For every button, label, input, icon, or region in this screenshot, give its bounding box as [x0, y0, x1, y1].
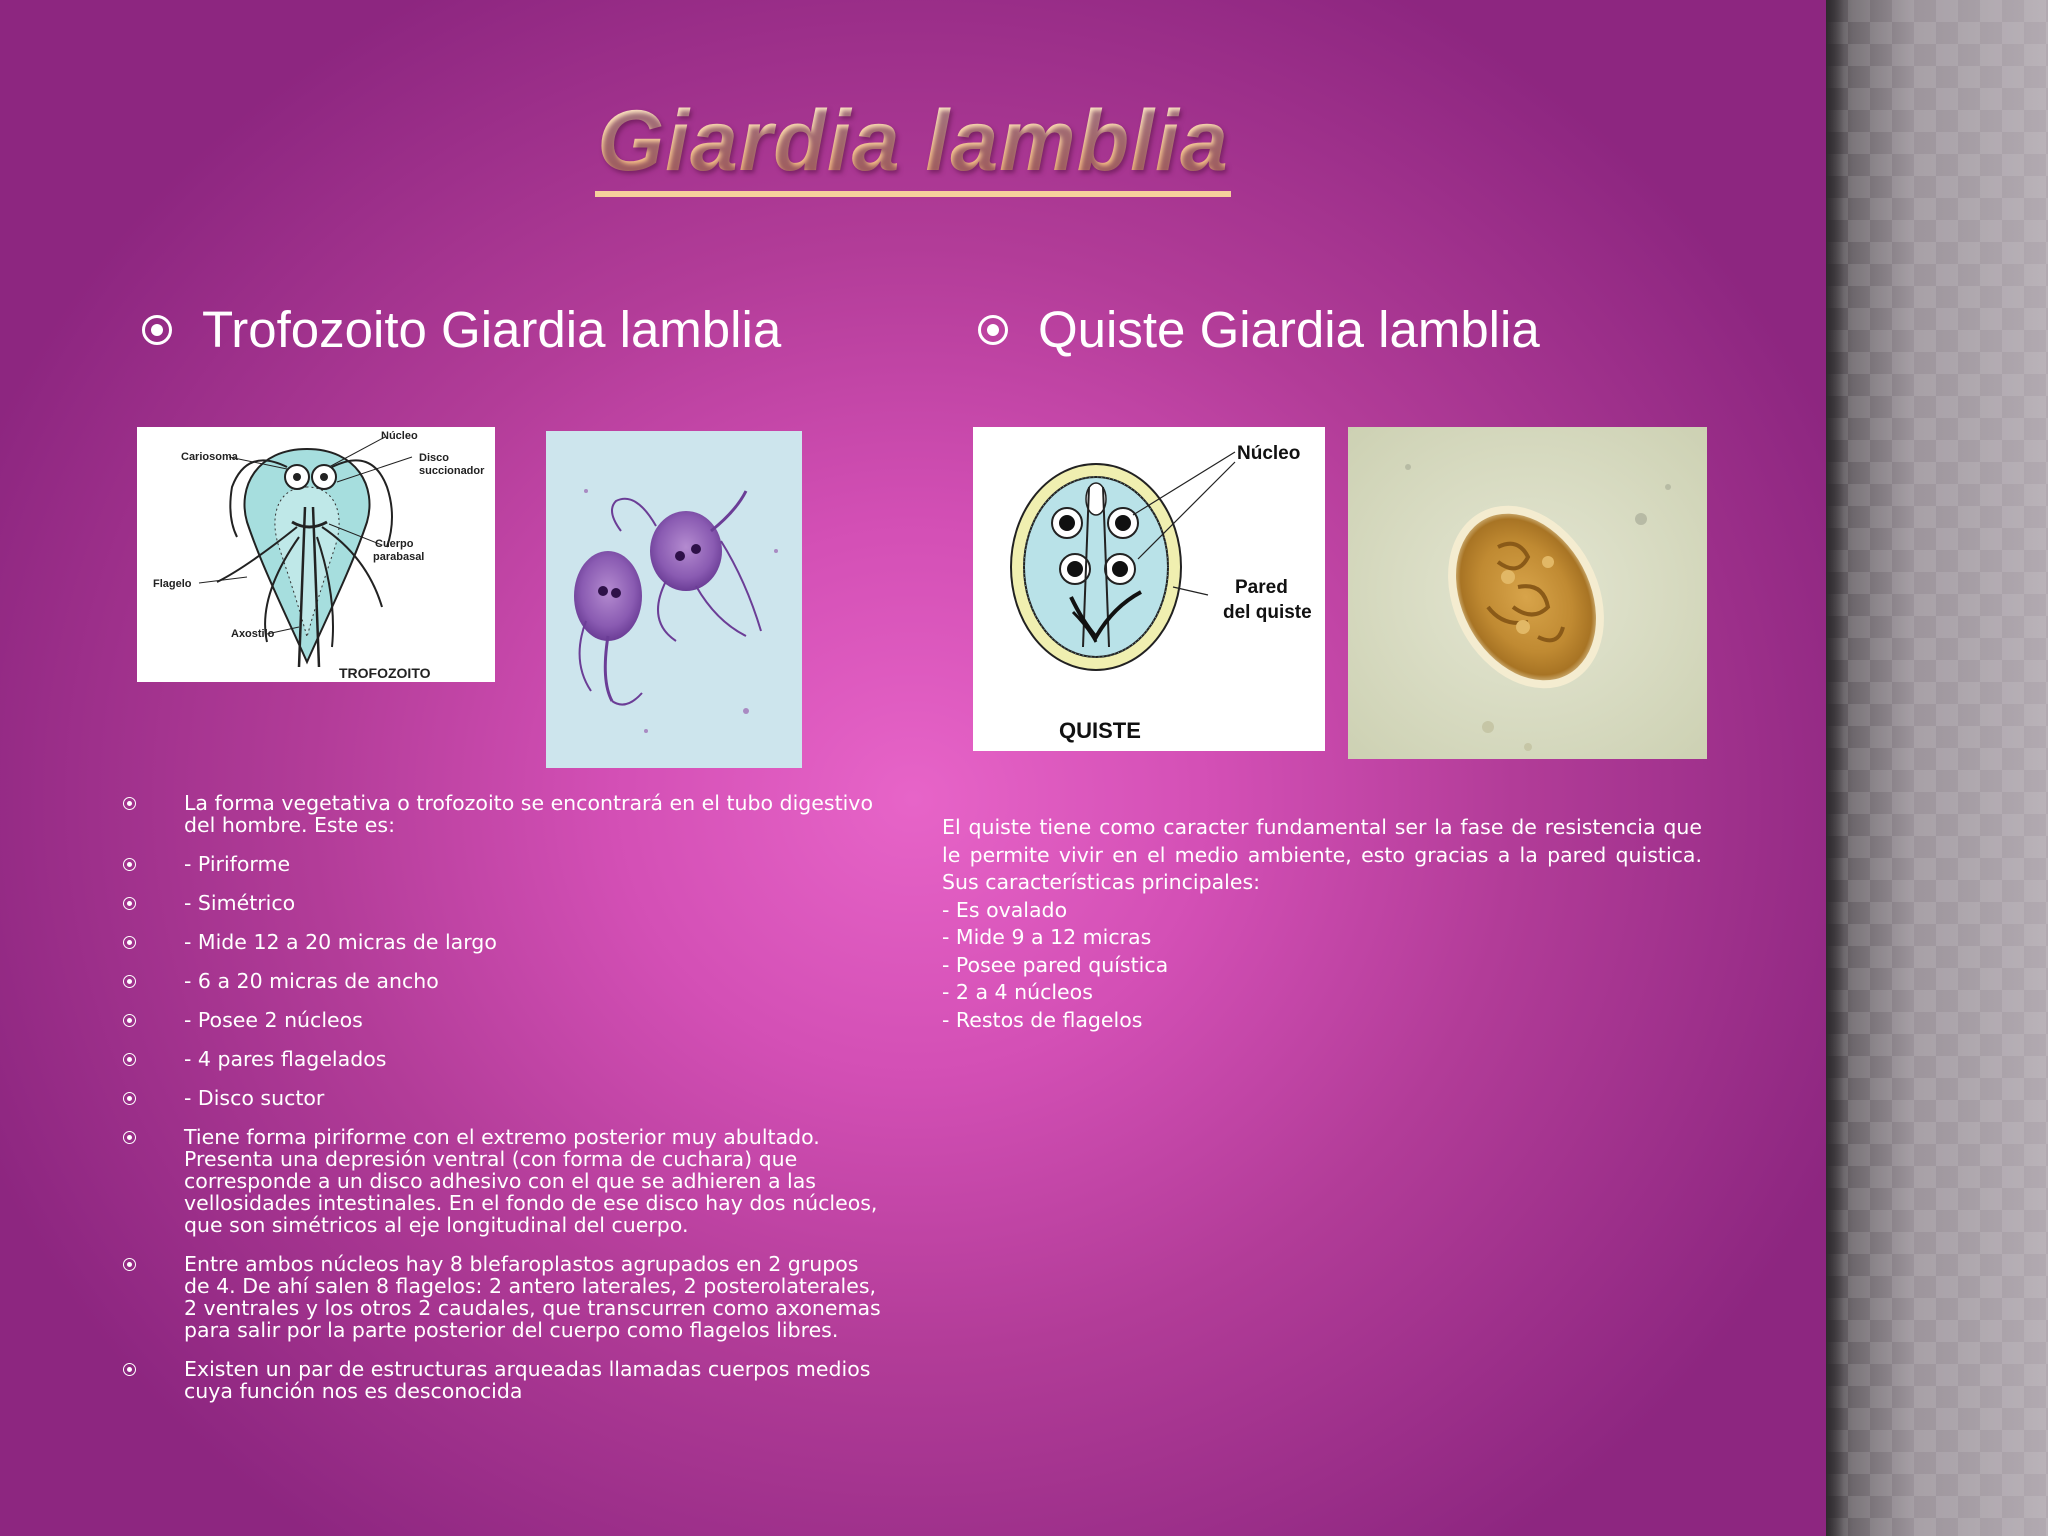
bullet-icon — [123, 1092, 136, 1105]
bullet-icon — [123, 1053, 136, 1066]
side-panel-shadow — [1826, 0, 1844, 1536]
trofozoito-micrograph — [546, 431, 802, 768]
trofozoito-heading — [142, 300, 781, 359]
quiste-micrograph — [1348, 427, 1707, 759]
list-item: - Disco suctor — [120, 1087, 890, 1109]
list-item: Existen un par de estructuras arqueadas llamadas cuerpos medios cuya función nos es desconocida — [120, 1358, 890, 1402]
bullet-icon — [123, 936, 136, 949]
slide-title-text: Giardia lamblia — [595, 93, 1231, 197]
quiste-heading — [978, 300, 1540, 359]
label-flagelo: Flagelo — [153, 578, 192, 590]
trofozoito-bullet-list — [120, 792, 890, 1419]
bullet-icon — [123, 1014, 136, 1027]
slide-title — [0, 92, 1826, 191]
label-succionador: succionador — [419, 465, 485, 477]
list-item: - Mide 12 a 20 micras de largo — [120, 931, 890, 953]
bullet-icon — [123, 975, 136, 988]
bullet-icon — [123, 858, 136, 871]
label-trofozoito: TROFOZOITO — [339, 665, 431, 681]
label-cariosoma: Cariosoma — [181, 451, 238, 463]
label-nucleo: Núcleo — [381, 430, 418, 442]
list-item: - Piriforme — [120, 853, 890, 875]
bullet-icon — [123, 797, 136, 810]
label-pared: Pared — [1235, 577, 1288, 598]
quiste-feature: - 2 a 4 núcleos — [942, 980, 1093, 1004]
label-parabasal: parabasal — [373, 551, 425, 563]
bullet-icon — [123, 897, 136, 910]
label-quiste: QUISTE — [1059, 718, 1141, 743]
label-del-quiste: del quiste — [1223, 602, 1312, 623]
trofozoito-heading-text: Trofozoito Giardia lamblia — [202, 301, 782, 358]
quiste-feature: - Posee pared quística — [942, 952, 1169, 977]
list-item: Tiene forma piriforme con el extremo posterior muy abultado. Presenta una depresión ventral (con forma de cuchara) que corresponde a un disco adhesivo con el que se adhieren a las vellosidades intestinales. En el fondo de ese disco hay dos núcleos, que son simétricos al eje longitudinal del cuerpo. — [120, 1126, 890, 1236]
list-item: - Posee 2 núcleos — [120, 1009, 890, 1031]
bullet-icon — [123, 1363, 136, 1376]
trofozoito-diagram — [137, 427, 495, 682]
list-item: - Simétrico — [120, 892, 890, 914]
quiste-heading-text: Quiste Giardia lamblia — [1038, 301, 1540, 358]
label-axostilo: Axostilo — [231, 628, 275, 640]
label-disco: Disco — [419, 452, 449, 464]
quiste-paragraph: El quiste tiene como caracter fundamental ser la fase de resistencia que le permite vivir en el medio ambiente, esto gracias a la pared quistica. Sus características principales: — [942, 815, 1702, 894]
bullet-icon — [142, 315, 172, 345]
list-item: Entre ambos núcleos hay 8 blefaroplastos agrupados en 2 grupos de 4. De ahí salen 8 flagelos: 2 antero laterales, 2 posterolaterales, 2 ventrales y los otros 2 caudales, que transcurren como axonemas para salir por la parte posterior del cuerpo como flagelos libres. — [120, 1253, 890, 1341]
label-cuerpo: Cuerpo — [375, 538, 414, 550]
bullet-icon — [123, 1131, 136, 1144]
list-item: - 4 pares flagelados — [120, 1048, 890, 1070]
list-item: - 6 a 20 micras de ancho — [120, 970, 890, 992]
quiste-feature: - Es ovalado — [942, 897, 1068, 922]
quiste-description — [942, 814, 1702, 1034]
bullet-icon — [978, 315, 1008, 345]
quiste-feature: - Restos de flagelos — [942, 1007, 1143, 1032]
decorative-side-panel — [1826, 0, 2048, 1536]
list-item: La forma vegetativa o trofozoito se encontrará en el tubo digestivo del hombre. Este es: — [120, 792, 890, 836]
quiste-diagram — [973, 427, 1325, 751]
quiste-feature: - Mide 9 a 12 micras — [942, 925, 1152, 949]
label-nucleo-quiste: Núcleo — [1237, 443, 1301, 464]
bullet-icon — [123, 1258, 136, 1271]
